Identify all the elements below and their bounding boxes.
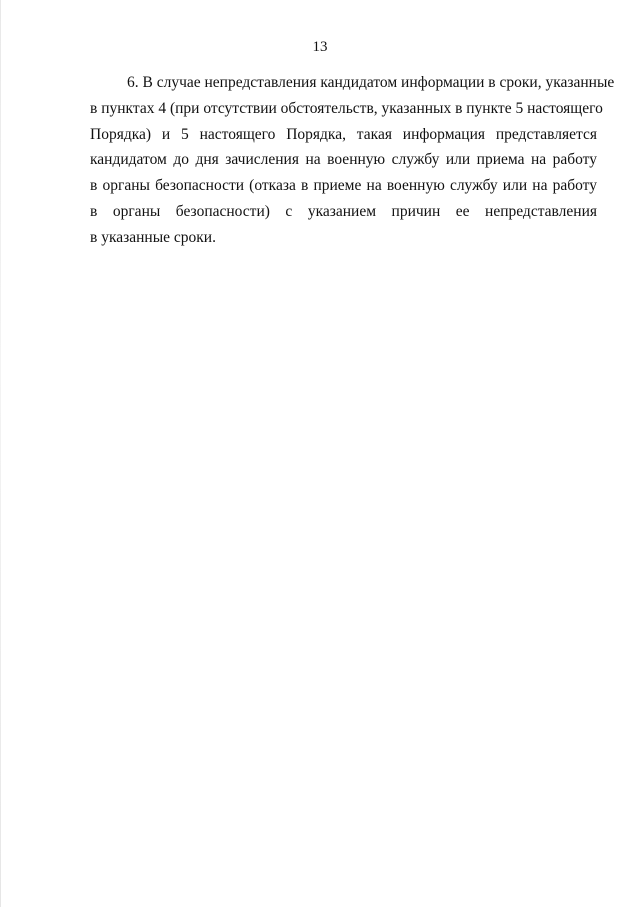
scan-edge	[0, 0, 1, 907]
paragraph-line: в указанные сроки.	[90, 228, 216, 246]
paragraph-line: кандидатом до дня зачисления на военную службу или приема на работу	[90, 151, 597, 169]
paragraph-6	[90, 70, 615, 251]
paragraph-line: в органы безопасности (отказа в приеме на военную службу или на работу	[90, 177, 597, 195]
paragraph-line: в пунктах 4 (при отсутствии обстоятельств, указанных в пункте 5 настоящего	[90, 99, 603, 117]
page-number: 13	[312, 39, 328, 55]
paragraph-line: 6. В случае непредставления кандидатом информации в сроки, указанные	[127, 74, 615, 91]
paragraph-line: в органы безопасности) с указанием причин ее непредставления	[90, 202, 597, 220]
paragraph-line: Порядка) и 5 настоящего Порядка, такая информация представляется	[90, 125, 597, 143]
